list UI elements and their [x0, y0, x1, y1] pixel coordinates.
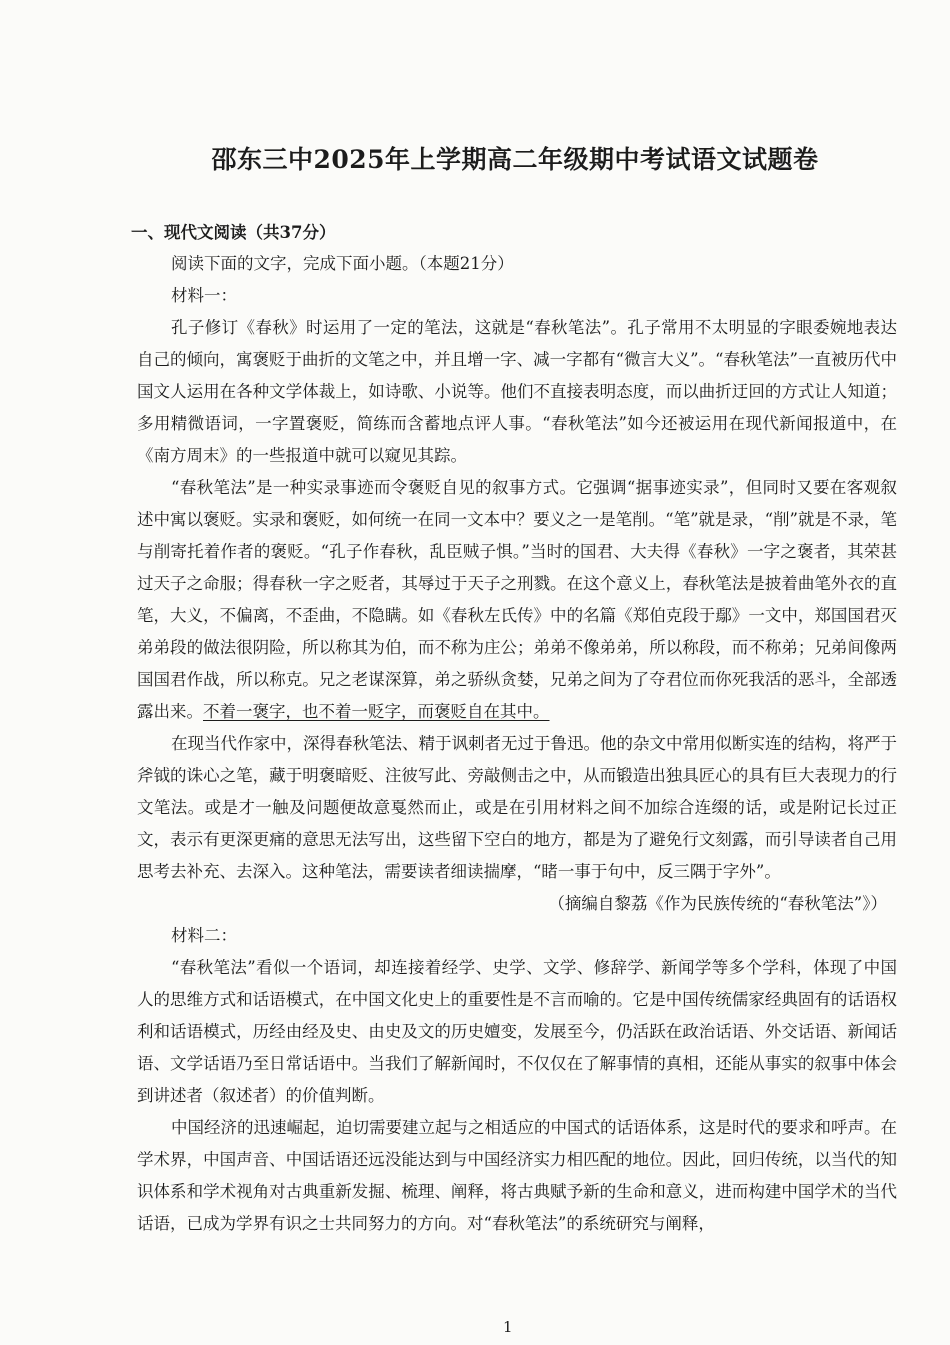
instruction-text: 阅读下面的文字，完成下面小题。（本题21分） [171, 254, 514, 273]
source-citation: （摘编自黎荔《作为民族传统的“春秋笔法”》） [548, 894, 887, 913]
material-one-paragraph-2 [137, 472, 897, 728]
underlined-sentence: 不着一褒字，也不着一贬字，而褒贬自在其中。 [203, 702, 550, 721]
reading-section [131, 218, 897, 1240]
material-one-paragraph-3: 在现当代作家中，深得春秋笔法、精于讽刺者无过于鲁迅。他的杂文中常用似断实连的结构，将严于斧钺的诛心之笔，藏于明褒暗贬、注彼写此、旁敲侧击之中，从而锻造出独具匠心的具有巨大表现力的行文笔法。或是才一触及问题便故意戛然而止，或是在引用材料之间不加综合连缀的话，或是附记长过正文，表示有更深更痛的意思无法写出，这些留下空白的地方，都是为了避免行文刻露，而引导读者自己用思考去补充、去深入。这种笔法，需要读者细读揣摩，“睹一事于句中，反三隅于字外”。 [137, 734, 897, 881]
material-one-paragraph-1: 孔子修订《春秋》时运用了一定的笔法，这就是“春秋笔法”。孔子常用不太明显的字眼委婉地表达自己的倾向，寓褒贬于曲折的文笔之中，并且增一字、减一字都有“微言大义”。“春秋笔法”一直被历代中国文人运用在各种文学体裁上，如诗歌、小说等。他们不直接表明态度，而以曲折迂回的方式让人知道；多用精微语词，一字置褒贬，简练而含蓄地点评人事。“春秋笔法”如今还被运用在现代新闻报道中，在《南方周末》的一些报道中就可以窥见其踪。 [137, 318, 897, 465]
page-number: 1 [503, 1318, 513, 1336]
material-two-paragraph-2: 中国经济的迅速崛起，迫切需要建立起与之相适应的中国式的话语体系，这是时代的要求和呼声。在学术界，中国声音、中国话语还远没能达到与中国经济实力相匹配的地位。因此，回归传统，以当代的知识体系和学术视角对古典重新发掘、梳理、阐释，将古典赋予新的生命和意义，进而构建中国学术的当代话语，已成为学界有识之士共同努力的方向。对“春秋笔法”的系统研究与阐释， [137, 1118, 897, 1233]
exam-title: 邵东三中2025年上学期高二年级期中考试语文试题卷 [211, 145, 819, 174]
material-one-label: 材料一： [171, 286, 237, 305]
section-heading: 一、现代文阅读（共37分） [131, 223, 336, 242]
material-two-label: 材料二： [171, 926, 237, 945]
paragraph-2-text: “春秋笔法”是一种实录事迹而令褒贬自见的叙事方式。它强调“据事迹实录”，但同时又要在客观叙述中寓以褒贬。实录和褒贬，如何统一在同一文本中？要义之一是笔削。“笔”就是录，“削”就是不录，笔与削寄托着作者的褒贬。“孔子作春秋，乱臣贼子惧。”当时的国君、大夫得《春秋》一字之褒者，其荣甚过天子之命服；得春秋一字之贬者，其辱过于天子之刑戮。在这个意义上，春秋笔法是披着曲笔外衣的直笔，大义，不偏离，不歪曲，不隐瞒。如《春秋左氏传》中的名篇《郑伯克段于鄢》一文中，郑国国君灭弟弟段的做法很阴险，所以称其为伯，而不称为庄公；弟弟不像弟弟，所以称段，而不称弟；兄弟间像两国国君作战，所以称克。兄之老谋深算，弟之骄纵贪婪，兄弟之间为了夺君位而你死我活的恶斗，全部透露出来。 [137, 478, 897, 721]
material-two-paragraph-1: “春秋笔法”看似一个语词，却连接着经学、史学、文学、修辞学、新闻学等多个学科，体现了中国人的思维方式和话语模式，在中国文化史上的重要性是不言而喻的。它是中国传统儒家经典固有的话语权利和话语模式，历经由经及史、由史及文的历史嬗变，发展至今，仍活跃在政治话语、外交话语、新闻话语、文学话语乃至日常话语中。当我们了解新闻时，不仅仅在了解事情的真相，还能从事实的叙事中体会到讲述者（叙述者）的价值判断。 [137, 958, 897, 1105]
